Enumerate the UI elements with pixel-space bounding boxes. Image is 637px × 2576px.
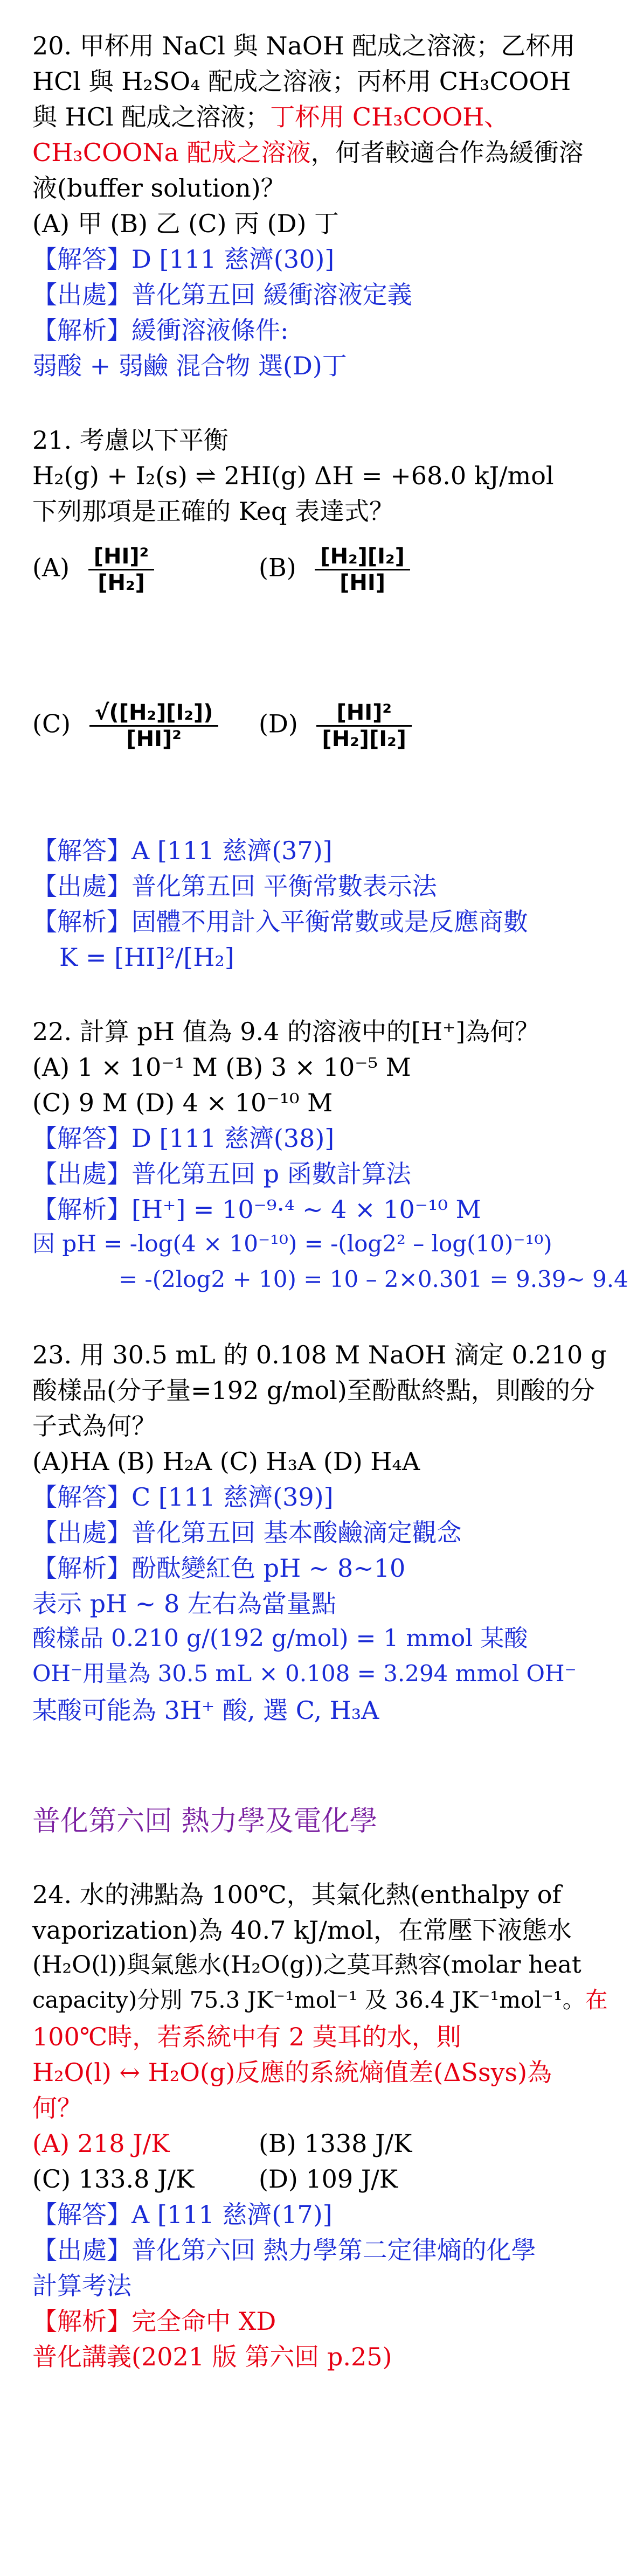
q20-line4 [32,138,584,168]
q21-equation: H₂(g) + I₂(s) ⇌ 2HI(g) ΔH = +68.0 kJ/mol [32,461,554,490]
q21-option-b [259,544,410,595]
q22-analysis2: 因 pH = -log(4 × 10⁻¹⁰) = -(log2² – log(10)⁻¹⁰) [32,1230,552,1257]
q20-line3a: 與 HCl 配成之溶液； [32,102,271,131]
q21-option-b-label: (B) [259,553,296,582]
q24-source1: 【出處】普化第六回 熱力學第二定律熵的化學 [32,2236,536,2265]
q20-line4a: CH₃COONa 配成之溶液 [32,138,311,167]
q20-line5: 液(buffer solution)？ [32,173,286,203]
q21-option-d [259,700,412,751]
q24-line1: 24. 水的沸點為 100℃，其氣化熱(enthalpy of [32,1880,562,1909]
q21-option-a [32,544,154,595]
q20-analysis2: 弱酸 + 弱鹼 混合物 選(D)丁 [32,351,347,380]
q24-line5: 100℃時，若系統中有 2 莫耳的水，則 [32,2022,461,2051]
q24-line4a: capacity)分別 75.3 JK⁻¹mol⁻¹ 及 36.4 JK⁻¹mol⁻¹。 [32,1987,585,2013]
q24-analysis1: 【解析】完全命中 XD [32,2307,276,2336]
q23-answer: 【解答】C [111 慈濟(39)] [32,1482,334,1512]
q22-options-ab: (A) 1 × 10⁻¹ M (B) 3 × 10⁻⁵ M [32,1053,411,1082]
q20-answer: 【解答】D [111 慈濟(30)] [32,245,335,274]
q23-options: (A)HA (B) H₂A (C) H₃A (D) H₄A [32,1447,420,1476]
q21-option-c-fraction [89,700,219,751]
q20-line2: HCl 與 H₂SO₄ 配成之溶液；丙杯用 CH₃COOH [32,67,571,96]
q21-option-a-fraction [88,544,154,595]
q23-analysis3: 酸樣品 0.210 g/(192 g/mol) = 1 mmol 某酸 [32,1625,528,1652]
q24-line4 [32,1987,608,2014]
q22-line1: 22. 計算 pH 值為 9.4 的溶液中的[H⁺]為何？ [32,1017,540,1046]
q21-option-d-label: (D) [259,709,298,739]
q22-source: 【出處】普化第五回 p 函數計算法 [32,1159,411,1188]
q21-option-d-denominator: [H₂][I₂] [322,727,406,751]
q24-line3: (H₂O(l))與氣態水(H₂O(g))之莫耳熱容(molar heat [32,1951,581,1979]
q23-line2: 酸樣品(分子量=192 g/mol)至酚酞終點，則酸的分 [32,1376,595,1405]
q21-option-a-denominator: [H₂] [98,570,145,595]
q21-analysis1: 【解析】固體不用計入平衡常數或是反應商數 [32,907,528,936]
q22-analysis3: = -(2log2 + 10) = 10 – 2×0.301 = 9.39~ 9.4 [119,1266,628,1292]
q21-option-b-numerator: [H₂][I₂] [315,544,410,570]
q21-line1: 21. 考慮以下平衡 [32,426,229,455]
q20-analysis1: 【解析】緩衝溶液條件: [32,316,289,345]
q20-line3b: 丁杯用 CH₃COOH、 [270,102,509,131]
q21-option-b-denominator: [HI] [340,570,386,595]
q24-source2: 計算考法 [32,2271,131,2300]
q22-analysis1: 【解析】[H⁺] = 10⁻⁹·⁴ ~ 4 × 10⁻¹⁰ M [32,1195,481,1224]
q24-option-d: (D) 109 J/K [259,2164,398,2194]
q20-line1: 20. 甲杯用 NaCl 與 NaOH 配成之溶液；乙杯用 [32,31,576,60]
q24-line2: vaporization)為 40.7 kJ/mol，在常壓下液態水 [32,1916,572,1945]
q24-answer: 【解答】A [111 慈濟(17)] [32,2200,333,2229]
q23-analysis2: 表示 pH ~ 8 左右為當量點 [32,1589,336,1618]
q21-option-d-fraction [316,700,412,751]
q24-option-c: (C) 133.8 J/K [32,2164,195,2194]
q20-line4b: ，何者較適合作為緩衝溶 [310,138,584,167]
q24-option-a: (A) 218 J/K [32,2129,170,2158]
q20-line3 [32,102,509,132]
q21-analysis2: K = [HI]²/[H₂] [59,943,234,972]
q21-option-c-denominator: [HI]² [126,727,182,751]
q21-answer: 【解答】A [111 慈濟(37)] [32,836,333,865]
q21-line3: 下列那項是正確的 Keq 表達式？ [32,497,394,526]
q23-analysis4: OH⁻用量為 30.5 mL × 0.108 = 3.294 mmol OH⁻ [32,1660,577,1687]
q23-analysis1: 【解析】酚酞變紅色 pH ~ 8~10 [32,1554,406,1583]
q21-option-a-label: (A) [32,553,70,582]
q20-options: (A) 甲 (B) 乙 (C) 丙 (D) 丁 [32,209,340,238]
q21-option-c-label: (C) [32,709,71,739]
section-title: 普化第六回 熱力學及電化學 [32,1805,378,1837]
q21-option-d-numerator: [HI]² [316,700,412,727]
q22-options-cd: (C) 9 M (D) 4 × 10⁻¹⁰ M [32,1088,333,1117]
q21-option-a-numerator: [HI]² [88,544,154,570]
q21-option-c [32,700,218,751]
q20-source: 【出處】普化第五回 緩衝溶液定義 [32,280,412,309]
q21-source: 【出處】普化第五回 平衡常數表示法 [32,872,437,901]
q24-option-b: (B) 1338 J/K [259,2129,412,2158]
q24-line4b: 在 [585,1987,608,2013]
q22-answer: 【解答】D [111 慈濟(38)] [32,1124,335,1153]
q21-option-c-numerator: √([H₂][I₂]) [89,700,219,727]
q21-option-b-fraction [315,544,410,595]
q24-analysis2: 普化講義(2021 版 第六回 p.25) [32,2342,392,2371]
q23-source: 【出處】普化第五回 基本酸鹼滴定觀念 [32,1518,462,1547]
q23-line1: 23. 用 30.5 mL 的 0.108 M NaOH 滴定 0.210 g [32,1340,607,1369]
q23-analysis5: 某酸可能為 3H⁺ 酸, 選 C, H₃A [32,1696,379,1725]
q24-line7: 何？ [32,2093,82,2122]
q24-line6: H₂O(l) ↔ H₂O(g)反應的系統熵值差(ΔSsys)為 [32,2058,552,2087]
q23-line3: 子式為何？ [32,1411,156,1440]
